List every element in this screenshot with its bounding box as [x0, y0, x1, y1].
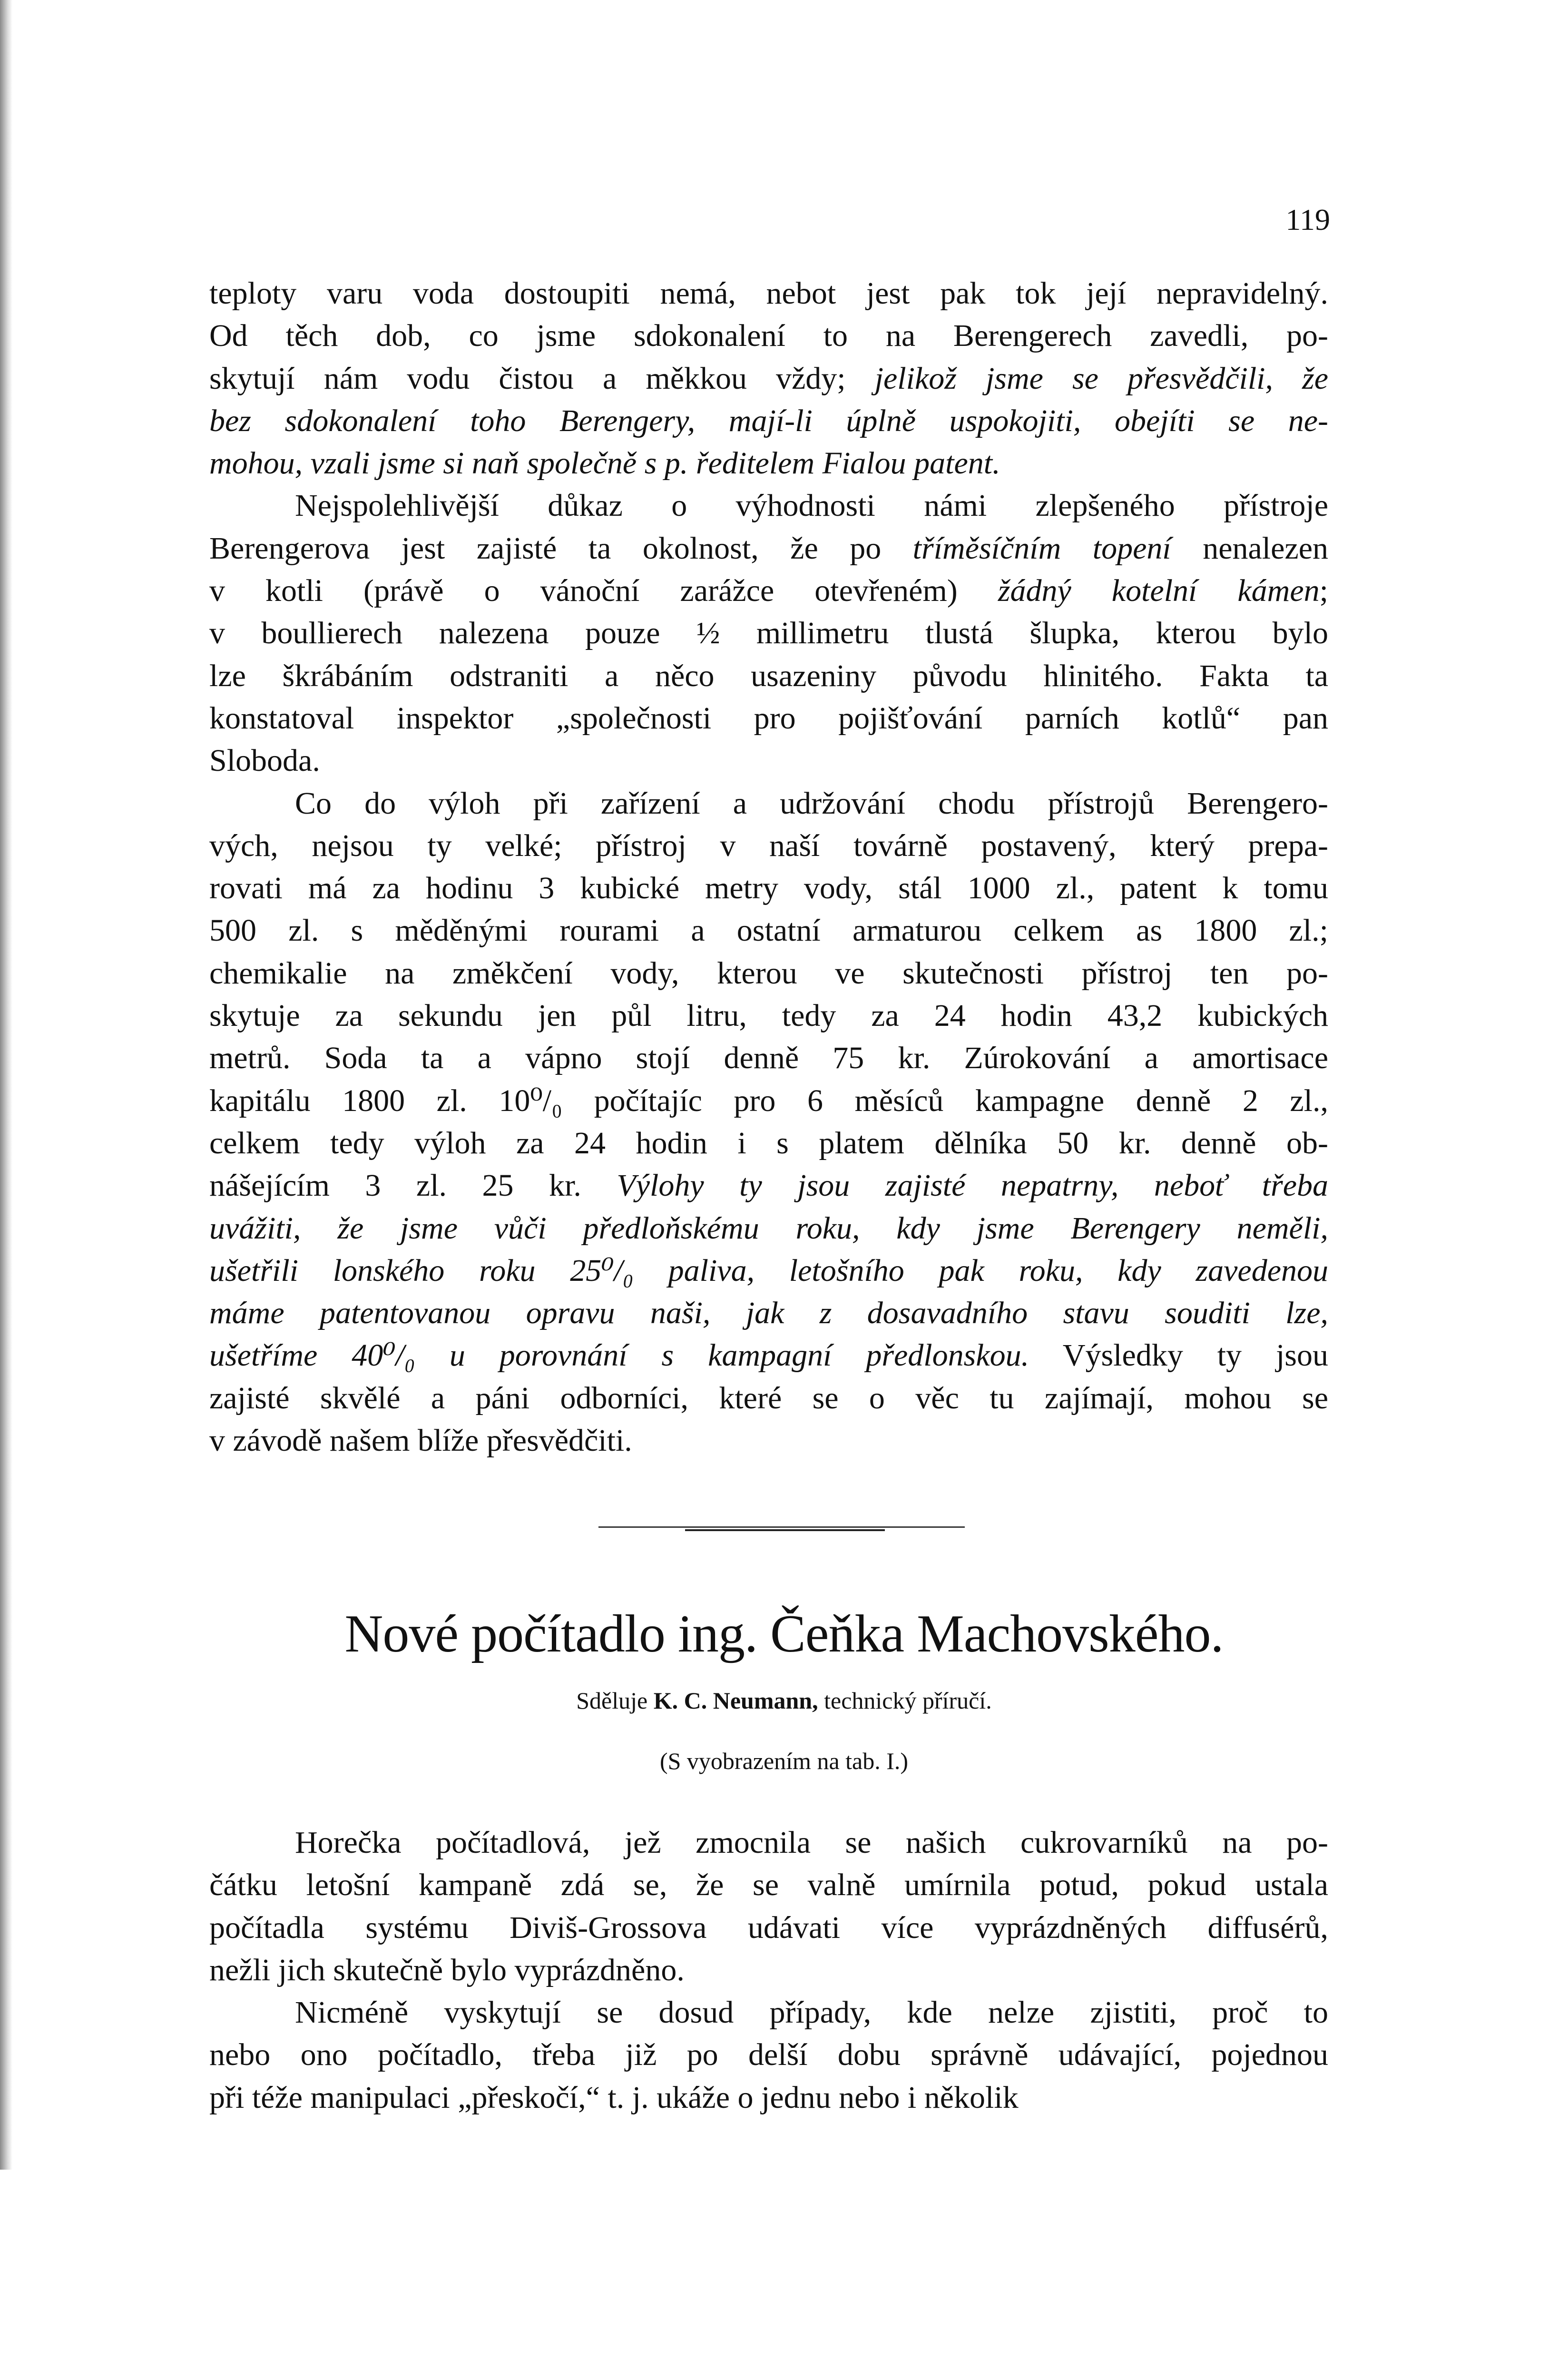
text-line — [209, 484, 1328, 527]
text: v kotli (právě o vánoční zarážce otevřeném) — [209, 573, 998, 609]
text-line — [209, 697, 1328, 739]
text-line — [209, 952, 1328, 994]
text: lze škrábáním odstraniti a něco usazeniny původu hlinitého. Fakta ta — [209, 658, 1328, 693]
text: nežli jich skutečně bylo vyprázdněno. — [209, 1952, 685, 1987]
text-line — [209, 867, 1328, 909]
scan-page-edge — [0, 0, 12, 2170]
text-line — [209, 1419, 1328, 1462]
text: kapitálu 1800 zl. 10⁰/₀ počítajíc pro 6 měsíců kampagne denně 2 zl., — [209, 1083, 1328, 1118]
byline-author: K. C. Neumann, — [653, 1687, 818, 1714]
text-line — [209, 1864, 1328, 1906]
text: Sloboda. — [209, 743, 320, 778]
italic-text: mohou, vzali jsme si naň společně s p. ředitelem Fialou patent. — [209, 446, 1000, 481]
text: Horečka počítadlová, jež zmocnila se našich cukrovarníků na po- — [295, 1825, 1328, 1860]
text: v závodě našem blíže přesvědčiti. — [209, 1423, 632, 1458]
text-line — [209, 909, 1328, 952]
byline-prefix: Sděluje — [576, 1687, 654, 1714]
text: počítadla systému Diviš-Grossova udávati více vyprázdněných diffusérů, — [209, 1910, 1328, 1945]
text-line — [209, 1164, 1328, 1207]
article-title: Nové počítadlo ing. Čeňka Machovského. — [344, 1604, 1224, 1663]
section-divider-accent — [685, 1529, 885, 1531]
text-line — [209, 1249, 1328, 1292]
text-line — [209, 1334, 1328, 1376]
text: v boullierech nalezena pouze ½ millimetru tlustá šlupka, kterou bylo — [209, 616, 1328, 651]
text: skytují nám vodu čistou a měkkou vždy; — [209, 361, 875, 396]
paragraph — [209, 272, 1328, 484]
illustration-note: (S vyobrazením na tab. I.) — [659, 1748, 909, 1774]
italic-text: Výlohy ty jsou zajisté nepatrny, neboť třeba — [617, 1168, 1329, 1203]
text: Co do výloh při zařízení a udržování chodu přístrojů Berengero- — [295, 786, 1328, 821]
paragraph — [209, 1821, 1328, 1991]
text-line — [209, 1907, 1328, 1949]
italic-text: ušetříme 40⁰/₀ u porovnání s kampagní předlonskou. — [209, 1338, 1029, 1373]
text: 500 zl. s měděnými rourami a ostatní armaturou celkem as 1800 zl.; — [209, 913, 1328, 948]
italic-text: uvážiti, že jsme vůči předloňskému roku, kdy jsme Berengery neměli, — [209, 1210, 1328, 1246]
text-line — [209, 1949, 1328, 1991]
text-line — [209, 1207, 1328, 1249]
text-line — [209, 1037, 1328, 1079]
text-line — [209, 1821, 1328, 1864]
text-line — [209, 825, 1328, 867]
italic-text: máme patentovanou opravu naši, jak z dosavadního stavu souditi lze, — [209, 1296, 1328, 1331]
italic-text: jelikož jsme se přesvědčili, že — [874, 361, 1328, 396]
text-line — [209, 315, 1328, 357]
italic-text: žádný kotelní kámen — [998, 573, 1320, 609]
text: celkem tedy výloh za 24 hodin i s platem dělníka 50 kr. denně ob- — [209, 1125, 1328, 1160]
text-line — [209, 1991, 1328, 2034]
text: Výsledky ty jsou — [1029, 1338, 1328, 1373]
text-line — [209, 570, 1328, 612]
text: metrů. Soda ta a vápno stojí denně 75 kr. Zúrokování a amortisace — [209, 1041, 1328, 1076]
text-line — [209, 782, 1328, 825]
text: čátku letošní kampaně zdá se, že se valně umírnila potud, pokud ustala — [209, 1868, 1328, 1903]
text: skytuje za sekundu jen půl litru, tedy za 24 hodin 43,2 kubických — [209, 998, 1328, 1033]
italic-text: tříměsíčním topení — [912, 531, 1171, 566]
paragraph — [209, 1991, 1328, 2119]
text-line — [209, 612, 1328, 654]
paragraph — [209, 782, 1328, 1462]
text: rovati má za hodinu 3 kubické metry vody, stál 1000 zl., patent k tomu — [209, 871, 1328, 906]
text-line — [209, 739, 1328, 782]
text-line — [209, 357, 1328, 400]
text-line — [209, 2076, 1328, 2119]
text: nebo ono počítadlo, třeba již po delší dobu správně udávající, pojednou — [209, 2037, 1328, 2073]
body-text-section-2 — [209, 1821, 1328, 2119]
text: konstatoval inspektor „společnosti pro pojišťování parních kotlů“ pan — [209, 700, 1328, 736]
text: teploty varu voda dostoupiti nemá, nebot jest pak tok její nepravidelný. — [209, 276, 1328, 311]
byline-suffix: technický příručí. — [818, 1687, 992, 1714]
text-line — [209, 442, 1328, 484]
italic-text: bez sdokonalení toho Berengery, mají-li úplně uspokojiti, obejíti se ne- — [209, 403, 1328, 438]
text-line — [209, 1292, 1328, 1334]
text: Nejspolehlivější důkaz o výhodnosti námi zlepšeného přístroje — [295, 488, 1328, 523]
text: Nicméně vyskytují se dosud případy, kde nelze zjistiti, proč to — [295, 1995, 1328, 2030]
text-line — [209, 527, 1328, 570]
page-number: 119 — [1285, 203, 1330, 236]
text-line — [209, 1080, 1328, 1122]
text: nenalezen — [1171, 531, 1328, 566]
body-text-section-1 — [209, 272, 1328, 1462]
text-line — [209, 272, 1328, 315]
text-line — [209, 400, 1328, 442]
text: nášejícím 3 zl. 25 kr. — [209, 1168, 617, 1203]
text-line — [209, 2034, 1328, 2076]
text: vých, nejsou ty velké; přístroj v naší továrně postavený, který prepa- — [209, 828, 1328, 863]
text-line — [209, 1377, 1328, 1419]
text-line — [209, 655, 1328, 697]
text: zajisté skvělé a páni odborníci, které se o věc tu zajímají, mohou se — [209, 1380, 1328, 1416]
text: ; — [1319, 573, 1328, 609]
text-line — [209, 1122, 1328, 1164]
article-byline — [0, 1687, 1568, 1714]
text: Berengerova jest zajisté ta okolnost, že po — [209, 531, 913, 566]
text: při téže manipulaci „přeskočí,“ t. j. ukáže o jednu nebo i několik — [209, 2080, 1019, 2115]
text-line — [209, 994, 1328, 1037]
italic-text: ušetřili lonského roku 25⁰/₀ paliva, letošního pak roku, kdy zavedenou — [209, 1253, 1328, 1288]
text: Od těch dob, co jsme sdokonalení to na Berengerech zavedli, po- — [209, 318, 1328, 354]
section-divider — [598, 1526, 965, 1528]
text: chemikalie na změkčení vody, kterou ve skutečnosti přístroj ten po- — [209, 955, 1328, 991]
paragraph — [209, 484, 1328, 782]
